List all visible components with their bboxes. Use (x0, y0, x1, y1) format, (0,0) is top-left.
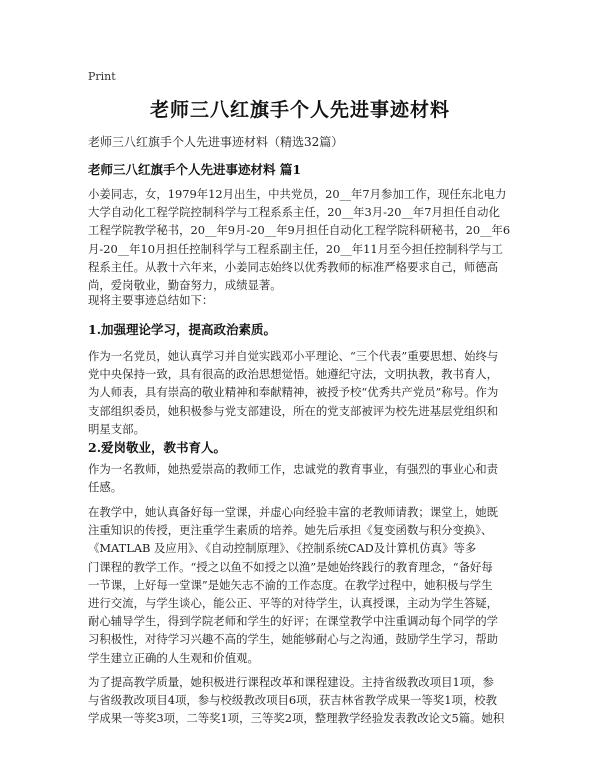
paragraph-line: 在教学中，她认真备好每一堂课，并虚心向经验丰富的老教师请教；课堂上，她既 (88, 505, 499, 519)
paragraph-line: 党中央保持一致，具有很高的政治思想觉悟。她遵纪守法，文明执教，教书育人， (88, 367, 499, 382)
paragraph-line: 任感。 (88, 480, 123, 495)
paragraph-line: 作为一名党员，她认真学习并自觉实践邓小平理论、“三个代表”重要思想、始终与 (88, 349, 499, 363)
paragraph-line: 学生建立正确的人生观和价值观。 (88, 650, 259, 665)
heading-2: 2.爱岗敬业，教书育人。 (88, 440, 227, 455)
heading-1: 1.加强理论学习，提高政治素质。 (88, 322, 277, 337)
document-subtitle: 老师三八红旗手个人先进事迹材料（精选32篇） (88, 135, 344, 149)
paragraph-4 (88, 503, 520, 667)
paragraph-line: 与省级教改项目4项，参与校级教改项目6项，获吉林省教学成果一等奖1项，校教 (88, 693, 498, 708)
paragraph-line: 习积极性，对待学习兴趣不高的学生，她能够耐心与之沟通，鼓励学生学习，帮助 (88, 632, 499, 647)
paragraph-line: 大学自动化工程学院控制科学与工程系系主任，20__年3月-20__年7月担任自动化 (88, 205, 500, 220)
paragraph-line: 明星支部。 (88, 421, 145, 436)
paragraph-line: 月-20__年10月担任控制科学与工程系副主任，20__年11月至今担任控制科学与工 (88, 241, 503, 256)
paragraph-line: 《MATLAB 及应用》、《自动控制原理》、《控制系统CAD及计算机仿真》等多 (88, 541, 477, 556)
paragraph-line: 尚，爱岗敬业，勤奋努力，成绩显著。 (88, 278, 282, 293)
paragraph-5 (88, 673, 520, 728)
paragraph-line: 程系主任。从教十六年来，小姜同志始终以优秀教师的标准严格要求自己，师德高 (88, 259, 499, 274)
intro-line: 现将主要事迹总结如下： (88, 293, 214, 307)
paragraph-line: 小姜同志，女，1979年12月出生，中共党员，20__年7月参加工作，现任东北电力 (88, 187, 507, 201)
paragraph-line: 为人师表，具有崇高的敬业精神和奉献精神，被授予校“优秀共产党员”称号。作为 (88, 385, 499, 400)
paragraph-line: 耐心辅导学生，得到学院老师和学生的好评；在课堂教学中注重调动每个同学的学 (88, 614, 499, 629)
section-heading: 老师三八红旗手个人先进事迹材料 篇1 (88, 162, 302, 177)
paragraph-line: 门课程的教学工作。“授之以鱼不如授之以渔”是她始终践行的教育理念，“备好每 (88, 559, 493, 574)
paragraph-line: 支部组织委员，她积极参与党支部建设，所在的党支部被评为校先进基层党组织和 (88, 403, 499, 418)
paragraph-line: 作为一名教师，她热爱崇高的教师工作，忠诚党的教育事业，有强烈的事业心和责 (88, 462, 499, 476)
paragraph-3 (88, 460, 520, 496)
paragraph-1 (88, 185, 520, 294)
paragraph-2 (88, 347, 520, 438)
print-label[interactable]: Print (88, 70, 116, 83)
paragraph-line: 进行交流，与学生谈心，能公正、平等的对待学生，认真授课，主动为学生答疑， (88, 596, 499, 611)
paragraph-line: 注重知识的传授，更注重学生素质的培养。她先后承担《复变函数与积分变换》、 (88, 523, 493, 538)
paragraph-line: 一节课，上好每一堂课”是她矢志不渝的工作态度。在教学过程中，她积极与学生 (88, 577, 493, 592)
paragraph-line: 工程学院教学秘书，20__年9月-20__年9月担任自动化工程学院科研秘书，20__年6 (88, 223, 511, 238)
document-title: 老师三八红旗手个人先进事迹材料 (149, 99, 450, 121)
paragraph-line: 学成果一等奖3项，二等奖1项，三等奖2项，整理教学经验发表教改论文5篇。她积 (88, 711, 505, 726)
paragraph-line: 为了提高教学质量，她积极进行课程改革和课程建设。主持省级教改项目1项，参 (88, 675, 494, 689)
